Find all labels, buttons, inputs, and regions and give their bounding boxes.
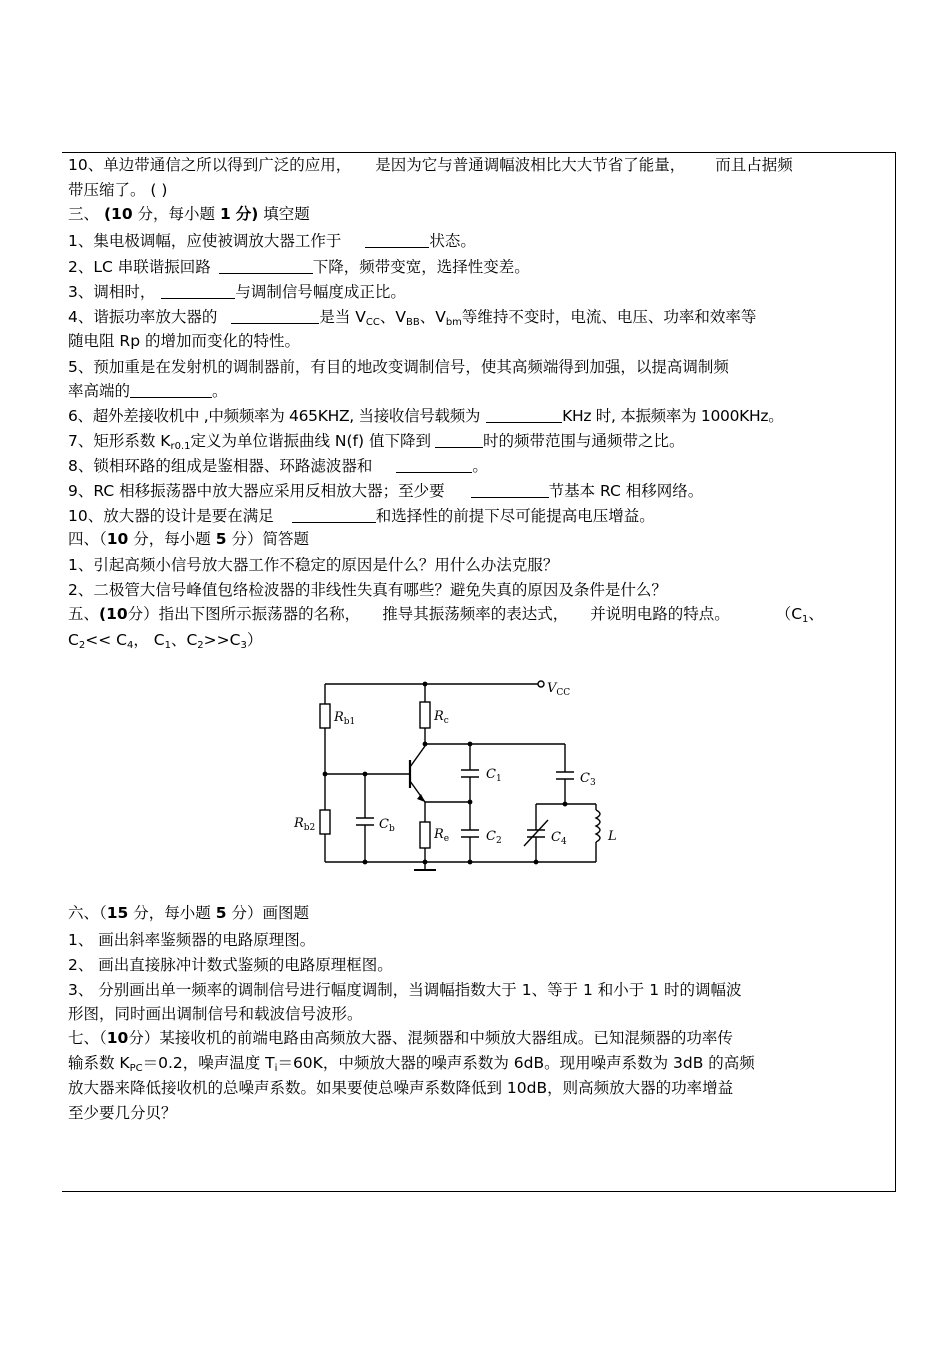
label-rc: $R_c$ [434, 709, 449, 726]
inductor-l [596, 810, 600, 842]
resistor-rb2 [320, 810, 330, 834]
s4-mid: 分，每小题 [133, 530, 211, 548]
s3-item10 [68, 505, 655, 527]
s3-item10-text: 10、放大器的设计是要在满足 [68, 507, 274, 525]
s3-item5-text: 率高端的 [68, 382, 131, 400]
resistor-rb1 [320, 704, 330, 728]
resistor-rc [420, 702, 430, 728]
label-c4: $C_4$ [551, 830, 567, 847]
s4-q2: 2、二极管大信号峰值包络检波器的非线性失真有哪些？避免失真的原因及条件是什么？ [68, 581, 667, 599]
s3-item9-tail: 节基本 RC 相移网络。 [548, 482, 704, 500]
label-vcc: $V_{CC}$ [547, 681, 571, 698]
s3-item2-tail: 下降，频带变宽，选择性变差。 [312, 258, 530, 276]
s7-l2c: ＝60K，中频放大器的噪声系数为 6dB。现用噪声系数为 3dB 的高频 [277, 1054, 755, 1072]
q10-text-2: 是因为它与普通调幅波相比大大节省了能量， [375, 156, 686, 174]
section3-heading [68, 203, 310, 225]
junction-dot [468, 800, 473, 805]
s3-item10-tail: 和选择性的前提下尽可能提高电压增益。 [375, 507, 655, 525]
label-rb2: $R_{b2}$ [294, 816, 316, 833]
s3-item5-tail: 。 [212, 382, 228, 400]
q10-text-3: 而且占据频 [715, 156, 793, 174]
s3-mid: 分，每小题 [137, 205, 216, 223]
transistor-collector [410, 746, 425, 767]
s6-post: 分）画图题 [231, 904, 309, 922]
blank-10[interactable] [292, 507, 376, 523]
blank-8[interactable] [396, 457, 472, 473]
junction-dot [323, 772, 328, 777]
s3-item6-text: 6、超外差接收机中 ,中频频率为 465KHZ, 当接收信号载频为 [68, 407, 481, 425]
s3-item8 [68, 455, 488, 477]
blank-4[interactable] [231, 308, 319, 324]
s3-score: (10 [103, 205, 133, 223]
s3-item2-text: 2、LC 串联谐振回路 [68, 258, 211, 276]
s6-score: 15 [106, 904, 129, 922]
s3-item7-tail: 时的频带范围与通频带之比。 [483, 432, 685, 450]
s3-item4-c: 、V [379, 308, 406, 326]
s5-l2c: ， C [133, 631, 165, 649]
s3-item4-line2: 随电阻 Rp 的增加而变化的特性。 [68, 332, 300, 350]
blank-6[interactable] [486, 407, 562, 423]
junction-dot [363, 772, 368, 777]
s3-item7-text: 7、矩形系数 K [68, 432, 171, 450]
s5-l2sub5: 3 [240, 640, 247, 651]
s3-item8-text: 8、锁相环路的组成是鉴相器、环路滤波器和 [68, 457, 373, 475]
blank-3[interactable] [161, 283, 235, 299]
s3-item1-tail: 状态。 [429, 232, 476, 250]
s5-l2a: C [68, 631, 79, 649]
s5-l2b: << C [85, 631, 127, 649]
s3-item7-b: 定义为单位谐振曲线 N(f) 值下降到 [190, 432, 431, 450]
blank-5[interactable] [130, 382, 212, 398]
s3-item3-text: 3、调相时， [68, 283, 156, 301]
s3-item6 [68, 405, 783, 427]
s7-score: 10 [106, 1029, 129, 1047]
s6-q1: 1、 画出斜率鉴频器的电路原理图。 [68, 931, 316, 949]
s3-item2 [68, 256, 530, 278]
s7-l2sub2: i [274, 1063, 278, 1074]
s3-each: 1 [220, 205, 231, 223]
section7-line2 [68, 1052, 755, 1074]
s6-pre: 六、（ [68, 904, 107, 922]
blank-7[interactable] [435, 432, 483, 448]
blank-9[interactable] [471, 482, 549, 498]
s3-item4-sub3: bm [445, 317, 462, 328]
s3-item4-e: 等维持不变时，电流、电压、功率和效率等 [461, 308, 757, 326]
s3-name: 填空题 [263, 205, 310, 223]
s6-q2: 2、 画出直接脉冲计数式鉴频的电路原理框图。 [68, 956, 393, 974]
s3-item3 [68, 281, 406, 303]
s5-l2sub4: 2 [197, 640, 204, 651]
s6-mid: 分，每小题 [133, 904, 211, 922]
s7-post: 分）某接收机的前端电路由高频放大器、混频器和中频放大器组成。已知混频器的功率传 [128, 1029, 733, 1047]
section7-line4: 至少要几分贝？ [68, 1104, 177, 1122]
s3-item9 [68, 480, 703, 502]
s3-item4-text: 4、谐振功率放大器的 [68, 308, 218, 326]
junction-dot [563, 802, 568, 807]
s5-sub1: 1 [802, 614, 809, 625]
s5-p3: 并说明电路的特点。 [590, 605, 730, 623]
s4-post: 分）简答题 [231, 530, 309, 548]
s4-q1: 1、引起高频小信号放大器工作不稳定的原因是什么？用什么办法克服？ [68, 556, 559, 574]
s7-l2a: 输系数 K [68, 1054, 130, 1072]
section5-heading [68, 603, 824, 625]
s3-item4-b: 是当 V [319, 308, 366, 326]
q10-text-1: 10、单边带通信之所以得到广泛的应用， [68, 156, 352, 174]
s4-score: 10 [106, 530, 129, 548]
s3-item7-sub: r0.1 [170, 441, 191, 452]
emitter-arrow [417, 794, 425, 802]
section7-heading [68, 1027, 733, 1049]
s3-pre: 三、 [68, 205, 100, 223]
label-rb1: $R_{b1}$ [334, 710, 356, 727]
label-c1: $C_1$ [486, 767, 502, 784]
s3-item3-tail: 与调制信号幅度成正比。 [235, 283, 406, 301]
s5-post: 分）指出下图所示振荡器的名称， [127, 605, 361, 623]
junction-dot [423, 860, 428, 865]
blank-2[interactable] [219, 258, 313, 274]
s7-l2sub: PC [129, 1063, 143, 1074]
s7-l2b: ＝0.2，噪声温度 T [142, 1054, 275, 1072]
s5-pre: 五、 [68, 605, 100, 623]
s4-each: 5 [215, 530, 227, 548]
s3-item1-text: 1、集电极调幅，应使被调放大器工作于 [68, 232, 342, 250]
s5-l2d: 、C [170, 631, 198, 649]
junction-dot [363, 860, 368, 865]
s5-p2: 推导其振荡频率的表达式， [382, 605, 569, 623]
s6-q3-line2: 形图，同时画出调制信号和载波信号波形。 [68, 1005, 363, 1023]
s5-p4: （C [775, 605, 803, 623]
s3-post: 分) [235, 205, 259, 223]
s5-p5: 、 [808, 605, 824, 623]
section6-heading [68, 902, 309, 924]
label-c2: $C_2$ [486, 829, 502, 846]
s5-l2sub2: 4 [126, 640, 134, 651]
q10-line2: 带压缩了。 ( ) [68, 181, 168, 199]
section4-heading [68, 528, 309, 550]
s5-score: (10 [99, 605, 128, 623]
junction-dot [534, 860, 539, 865]
s3-item5-line2 [68, 380, 228, 402]
junction-dot [423, 682, 428, 687]
s3-item7 [68, 430, 685, 452]
s3-item6-tail: KHz 时, 本振频率为 1000KHz。 [562, 407, 784, 425]
vcc-terminal [538, 681, 544, 687]
s3-item4 [68, 306, 756, 328]
label-re: $R_e$ [434, 827, 450, 844]
s5-l2sub3: 1 [164, 640, 171, 651]
s3-item8-tail: 。 [472, 457, 488, 475]
label-l: L [608, 829, 617, 844]
s5-l2e: >>C [203, 631, 241, 649]
s3-item4-sub1: CC [365, 317, 380, 328]
q10-line1 [68, 154, 793, 176]
s3-item4-d: 、V [419, 308, 446, 326]
s7-pre: 七、（ [68, 1029, 107, 1047]
s3-item5-line1: 5、预加重是在发射机的调制器前，有目的地改变调制信号，使其高频端得到加强，以提高调制频 [68, 358, 729, 376]
junction-dot [468, 860, 473, 865]
oscillator-circuit-diagram [290, 668, 630, 880]
label-c3: $C_3$ [580, 771, 596, 788]
section5-line2 [68, 629, 262, 651]
section7-line3: 放大器来降低接收机的总噪声系数。如果要使总噪声系数降低到 10dB，则高频放大器的功率增益 [68, 1079, 734, 1097]
s6-q3-line1: 3、 分别画出单一频率的调制信号进行幅度调制，当调幅指数大于 1、等于 1 和小于 1 时的调幅波 [68, 981, 742, 999]
s6-each: 5 [215, 904, 227, 922]
s5-l2f: ） [246, 631, 263, 649]
junction-dot [468, 742, 473, 747]
s3-item9-text: 9、RC 相移振荡器中放大器应采用反相放大器；至少要 [68, 482, 445, 500]
s5-l2sub1: 2 [78, 640, 86, 651]
label-cb: $C_b$ [379, 817, 395, 834]
resistor-re [420, 822, 430, 848]
s3-item4-sub2: BB [405, 317, 420, 328]
s3-item1 [68, 230, 476, 252]
s4-pre: 四、（ [68, 530, 107, 548]
blank-1[interactable] [365, 232, 429, 248]
junction-dot [423, 742, 428, 747]
